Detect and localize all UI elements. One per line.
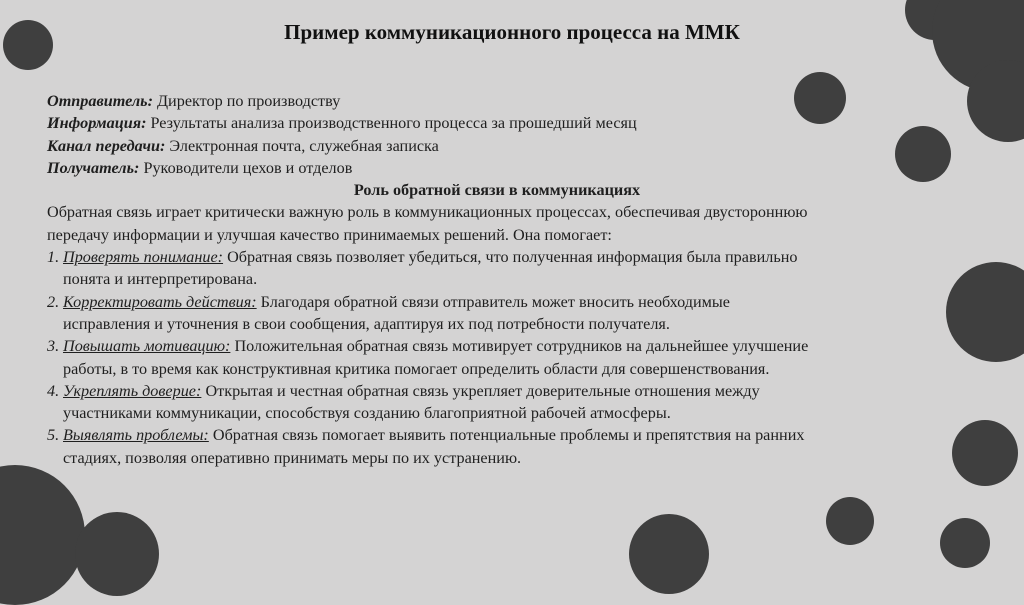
list-item: 5. Выявлять проблемы: Обратная связь помогает выявить потенциальные проблемы и препятствия на ранних стадиях, позволяя оперативно принимать меры по их устранению. <box>47 426 805 467</box>
process-row: Канал передачи: Электронная почта, служебная записка <box>47 136 439 155</box>
list-item: 2. Корректировать действия: Благодаря обратной связи отправитель может вносить необходимые исправления и уточнения в свои сообщения, адаптируя их под потребности получателя. <box>47 292 730 333</box>
intro-text: Обратная связь играет критически важную роль в коммуникационных процессах, обеспечивая двустороннюю <box>47 203 808 222</box>
decor-circle <box>629 514 709 594</box>
decor-circle <box>826 497 874 545</box>
list-item: 3. Повышать мотивацию: Положительная обратная связь мотивирует сотрудников на дальнейшее улучшение работы, в то время как конструктивная критика помогает определить области для совершенствования. <box>47 337 809 378</box>
process-row: Информация: Результаты анализа производственного процесса за прошедший месяц <box>47 114 637 133</box>
decor-circle <box>75 512 159 596</box>
process-row: Получатель: Руководители цехов и отделов <box>47 158 353 177</box>
intro-text: передачу информации и улучшая качество принимаемых решений. Она помогает: <box>47 225 612 244</box>
decor-circle <box>0 465 85 605</box>
decor-circle <box>940 518 990 568</box>
section-subtitle: Роль обратной связи в коммуникациях <box>353 181 641 200</box>
process-row: Отправитель: Директор по производству <box>47 92 341 110</box>
list-item: 1. Проверять понимание: Обратная связь позволяет убедиться, что полученная информация была правильно понята и интерпретирована. <box>47 248 798 289</box>
list-item: 4. Укреплять доверие: Открытая и честная обратная связь укрепляет доверительные отношения между участниками коммуникации, способствуя созданию благоприятной рабочей атмосферы. <box>47 381 760 423</box>
page-title: Пример коммуникационного процесса на ММК <box>284 20 740 44</box>
content-block <box>47 90 967 469</box>
